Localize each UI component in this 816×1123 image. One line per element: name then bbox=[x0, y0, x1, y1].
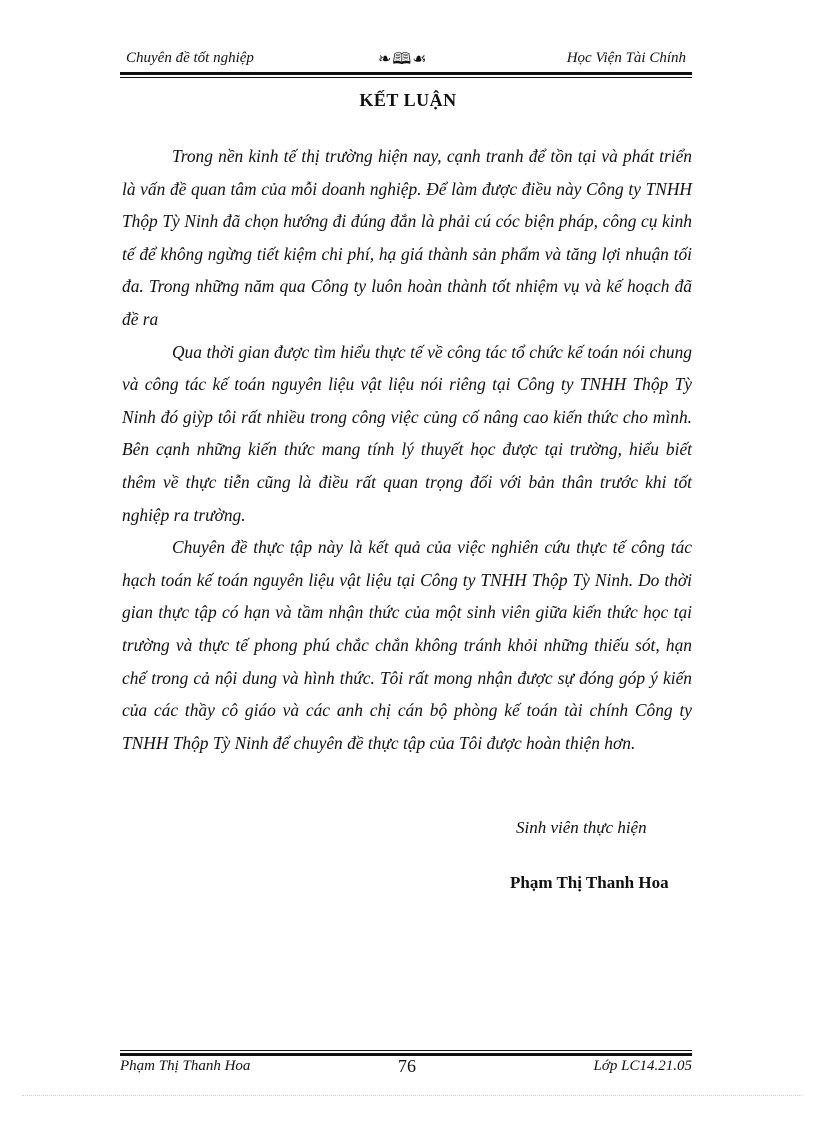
footer-rule-thin bbox=[120, 1050, 692, 1051]
footer-author: Phạm Thị Thanh Hoa bbox=[120, 1058, 251, 1074]
page-edge-divider bbox=[22, 1095, 802, 1096]
signer-name: Phạm Thị Thanh Hoa bbox=[510, 873, 669, 892]
paragraph-1: Trong nền kinh tế thị trường hiện nay, cạnh tranh để tồn tại và phát triển là vấn đề quan tâm của mỗi doanh nghiệp. Để làm được điều này Công ty TNHH Thộp Tỳ Ninh đã chọn hướng đi đúng đắn là phải cú cóc biện pháp, công cụ kinh tế để không ngừng tiết kiệm chi phí, hạ giá thành sản phẩm và tăng lợi nhuận tối đa. Trong những năm qua Công ty luôn hoàn thành tốt nhiệm vụ và kế hoạch đã đề ra bbox=[122, 146, 692, 329]
page-header bbox=[120, 48, 692, 70]
page-footer bbox=[120, 1058, 692, 1080]
header-rule-thin bbox=[120, 77, 692, 78]
header-rule-thick bbox=[120, 72, 692, 75]
page-number: 76 bbox=[398, 1056, 416, 1076]
header-ornament-icon: ❧🕮☙ bbox=[378, 51, 428, 68]
body-text bbox=[122, 140, 692, 759]
page-title: KẾT LUẬN bbox=[359, 90, 457, 110]
footer-class: Lớp LC14.21.05 bbox=[593, 1058, 692, 1074]
paragraph-2: Qua thời gian được tìm hiểu thực tế về công tác tổ chức kế toán nói chung và công tác kế toán nguyên liệu vật liệu nói riêng tại Công ty TNHH Thộp Tỳ Ninh đó giỳp tôi rất nhiều trong công việc củng cố nâng cao kiến thức cho mình. Bên cạnh những kiến thức mang tính lý thuyết học được tại trường, hiểu biết thêm về thực tiễn cũng là điều rất quan trọng đối với bản thân trước khi tốt nghiệp ra trường. bbox=[122, 341, 692, 525]
header-left-text: Chuyên đề tốt nghiệp bbox=[126, 50, 254, 66]
paragraph-3: Chuyên đề thực tập này là kết quả của việc nghiên cứu thực tế công tác hạch toán kế toán nguyên liệu vật liệu tại Công ty TNHH Thộp Tỳ Ninh. Do thời gian thực tập có hạn và tầm nhận thức của một sinh viên giữa kiến thức học tại trường và thực tế phong phú chắc chắn không tránh khỏi những thiếu sót, hạn chế trong cả nội dung và hình thức. Tôi rất mong nhận được sự đóng góp ý kiến của các thầy cô giáo và các anh chị cán bộ phòng kế toán tài chính Công ty TNHH Thộp Tỳ Ninh để chuyên đề thực tập của Tôi được hoàn thiện hơn. bbox=[122, 537, 692, 753]
header-right-text: Học Viện Tài Chính bbox=[566, 50, 686, 66]
signer-role: Sinh viên thực hiện bbox=[516, 818, 647, 837]
